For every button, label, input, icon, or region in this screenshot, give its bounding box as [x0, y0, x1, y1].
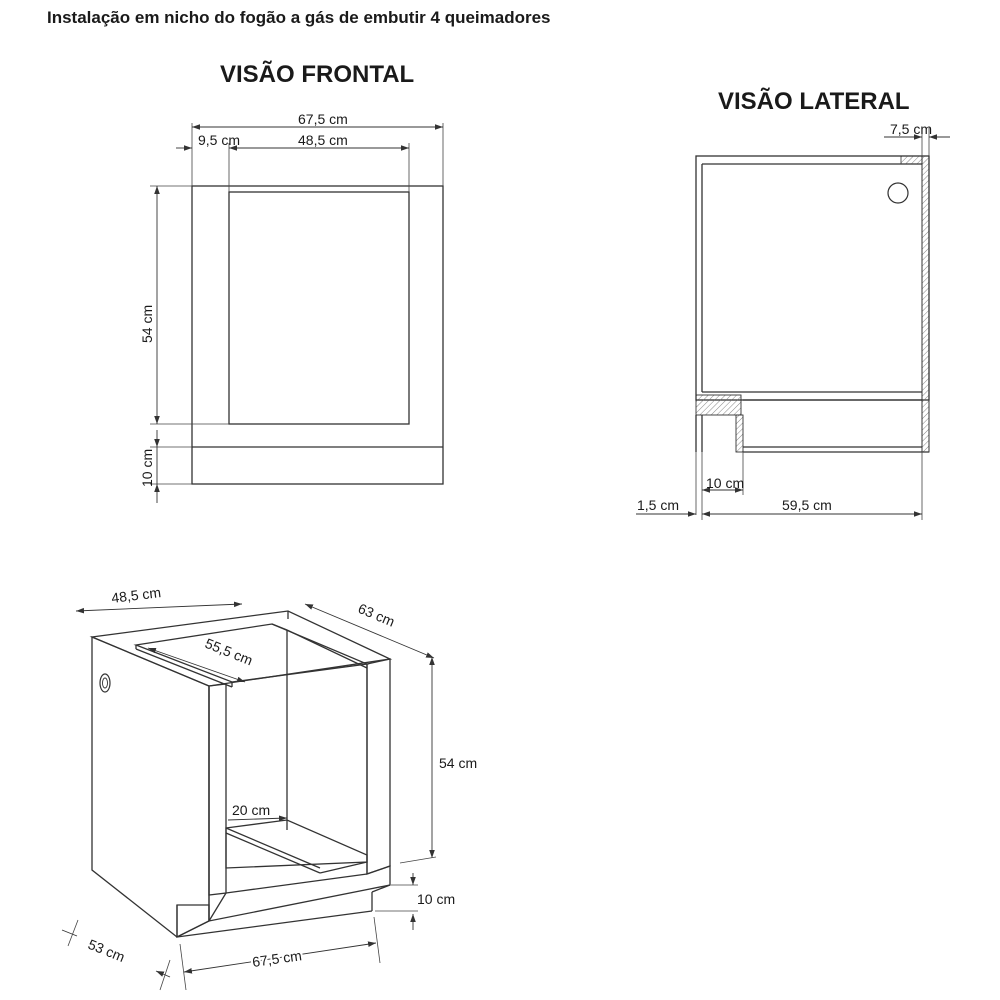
- iso-dim-width-top-label: 48,5 cm: [110, 584, 162, 606]
- front-view-title: VISÃO FRONTAL: [220, 61, 415, 88]
- iso-dim-depth-bottom-label: 53 cm: [85, 935, 128, 966]
- iso-dim-depth-top-label: 63 cm: [355, 600, 398, 630]
- side-dim-shelf-label: 10 cm: [706, 475, 745, 491]
- front-view: [139, 60, 443, 503]
- front-dim-height-label: 54 cm: [139, 304, 155, 343]
- front-dim-side-label: 9,5 cm: [198, 132, 241, 148]
- side-view-title: VISÃO LATERAL: [718, 88, 910, 115]
- side-extension-lines: [696, 128, 929, 520]
- iso-gas-outlet-icon: [100, 674, 110, 692]
- front-dim-total-width-label: 67,5 cm: [298, 111, 348, 127]
- iso-front-left-post: [209, 684, 226, 895]
- iso-dim-depth-bottom-line: [62, 930, 77, 936]
- front-oven-opening: [229, 192, 409, 424]
- iso-right-post: [367, 659, 390, 874]
- side-dim-depth-label: 59,5 cm: [782, 497, 832, 513]
- side-dim-front-gap-label: 1,5 cm: [637, 497, 680, 513]
- side-cabinet-outline: [696, 156, 929, 400]
- iso-dim-shelf-label: 20 cm: [232, 802, 271, 818]
- front-dim-base-label: 10 cm: [139, 448, 155, 487]
- side-dim-back-label: 7,5 cm: [890, 121, 933, 137]
- iso-dim-width-bottom-label: 67,5 cm: [251, 947, 303, 970]
- isometric-view: [62, 584, 477, 990]
- iso-dim-inner-label: 55,5 cm: [202, 634, 256, 669]
- side-view: [636, 87, 950, 520]
- front-dim-opening-label: 48,5 cm: [298, 132, 348, 148]
- iso-dim-base-label: 10 cm: [417, 891, 456, 907]
- iso-shelf: [226, 820, 367, 868]
- page-title: Instalação em nicho do fogão a gás de embutir 4 queimadores: [47, 8, 551, 27]
- side-back-wall: [922, 156, 929, 452]
- iso-dim-width-top-line: [76, 604, 242, 611]
- iso-dim-height-label: 54 cm: [439, 755, 478, 771]
- iso-dim-shelf-line: [228, 818, 287, 820]
- front-extension-lines: [150, 123, 443, 484]
- gas-outlet-icon: [888, 183, 908, 203]
